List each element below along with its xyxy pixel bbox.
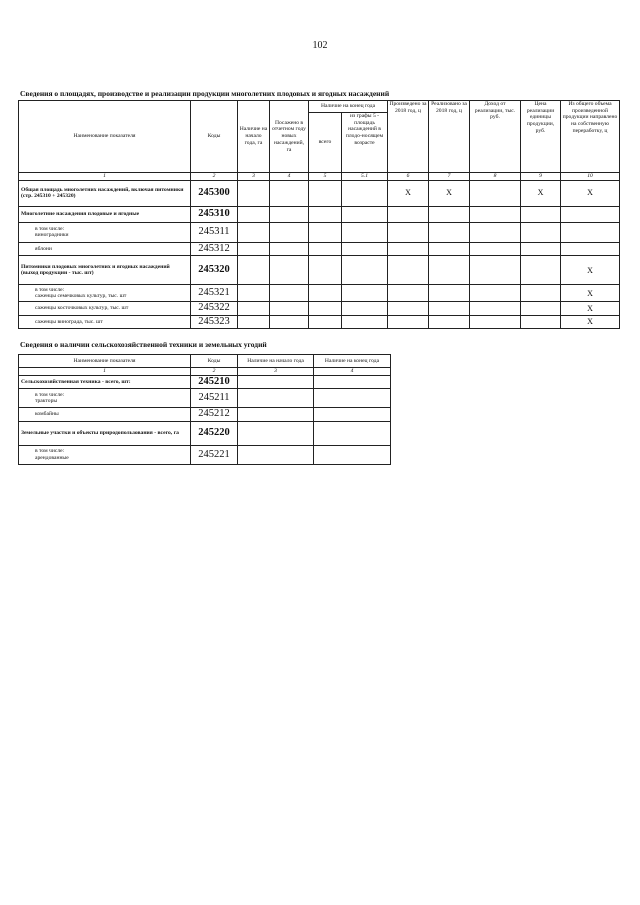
- cell[interactable]: [561, 206, 620, 222]
- cell[interactable]: [521, 242, 561, 256]
- cell[interactable]: [270, 222, 309, 242]
- cell[interactable]: [521, 222, 561, 242]
- cell[interactable]: [238, 222, 270, 242]
- row-name-main: виноградники: [35, 232, 69, 239]
- cell[interactable]: [470, 222, 521, 242]
- cell[interactable]: [470, 242, 521, 256]
- table-row: [19, 389, 391, 408]
- cell[interactable]: [238, 315, 270, 329]
- header-codes: Коды: [191, 355, 238, 368]
- cell[interactable]: [270, 256, 309, 285]
- row-code: 245311: [191, 222, 238, 242]
- x-mark: X: [561, 315, 620, 329]
- x-mark: X: [388, 180, 429, 206]
- cell[interactable]: [309, 285, 342, 302]
- header-name: Наименование показателя: [19, 355, 191, 368]
- row-name-prefix: в том числе:: [35, 391, 65, 398]
- cell[interactable]: [238, 389, 314, 408]
- cell[interactable]: [429, 315, 470, 329]
- cell[interactable]: [238, 206, 270, 222]
- cell[interactable]: [270, 302, 309, 316]
- row-code: 245312: [191, 242, 238, 256]
- row-name: [19, 285, 191, 302]
- table-row: [19, 408, 391, 422]
- cell[interactable]: [238, 421, 314, 445]
- cell[interactable]: [388, 256, 429, 285]
- cell[interactable]: [388, 302, 429, 316]
- cell[interactable]: [388, 315, 429, 329]
- cell[interactable]: [270, 285, 309, 302]
- col-number: 9: [521, 173, 561, 181]
- row-code: 245310: [191, 206, 238, 222]
- row-name-main: тракторы: [35, 398, 58, 405]
- cell[interactable]: [429, 242, 470, 256]
- col-number: 4: [270, 173, 309, 181]
- col-number: 3: [238, 173, 270, 181]
- x-mark: X: [561, 285, 620, 302]
- row-name-main: Питомники плодовых многолетних и ягодных насаждений: [21, 263, 170, 270]
- table-row: [19, 302, 620, 316]
- cell[interactable]: [314, 389, 391, 408]
- cell[interactable]: [561, 222, 620, 242]
- cell[interactable]: [470, 315, 521, 329]
- section2-title: Сведения о наличии сельскохозяйственной техники и земельных угодий: [20, 340, 267, 349]
- cell[interactable]: [342, 256, 388, 285]
- col-number: 6: [388, 173, 429, 181]
- header-processing: Из общего объема произведенной продукции направлено на собственную переработку, ц: [561, 101, 620, 173]
- cell[interactable]: [521, 256, 561, 285]
- table-row: [19, 180, 620, 206]
- cell[interactable]: [470, 180, 521, 206]
- cell[interactable]: [388, 285, 429, 302]
- table-row: [19, 222, 620, 242]
- cell[interactable]: [521, 206, 561, 222]
- header-fruiting: из графы 5 - площадь насаждений в плодо-носящем возрасте: [342, 113, 388, 173]
- cell[interactable]: [309, 256, 342, 285]
- table-row: [19, 315, 620, 329]
- equipment-table: [18, 354, 391, 465]
- cell[interactable]: [342, 242, 388, 256]
- x-mark: X: [561, 302, 620, 316]
- page-number: 102: [312, 40, 328, 51]
- cell[interactable]: [238, 375, 314, 389]
- header-total: всего: [309, 113, 342, 173]
- x-mark: X: [429, 180, 470, 206]
- cell[interactable]: [238, 302, 270, 316]
- col-number: 5: [309, 173, 342, 181]
- col-number: 7: [429, 173, 470, 181]
- header-planted: Посажено в отчетном году новых насаждений, га: [270, 101, 309, 173]
- cell[interactable]: [238, 256, 270, 285]
- col-number: 2: [191, 368, 238, 376]
- col-number: 5.1: [342, 173, 388, 181]
- row-name-prefix: в том числе:: [35, 225, 65, 232]
- cell[interactable]: [521, 302, 561, 316]
- row-name: Многолетние насаждения плодовые и ягодные: [19, 206, 191, 222]
- row-name: саженцы винограда, тыс. шт: [19, 315, 191, 329]
- cell[interactable]: [342, 285, 388, 302]
- table-row: [19, 242, 620, 256]
- header-start: Наличие на начало года: [238, 355, 314, 368]
- cell[interactable]: [314, 375, 391, 389]
- header-start: Наличие на начало года, га: [238, 101, 270, 173]
- cell[interactable]: [314, 421, 391, 445]
- col-number: 1: [19, 173, 191, 181]
- row-code: 245210: [191, 375, 238, 389]
- row-name: [19, 389, 191, 408]
- cell[interactable]: [342, 180, 388, 206]
- cell[interactable]: [342, 222, 388, 242]
- col-number: 1: [19, 368, 191, 376]
- row-name-main: арендованные: [35, 454, 69, 461]
- row-name: [19, 222, 191, 242]
- header-price: Цена реализации единицы продукции, руб.: [521, 101, 561, 173]
- header-codes: Коды: [191, 101, 238, 173]
- col-number: 3: [238, 368, 314, 376]
- row-name: [19, 445, 191, 464]
- row-code: 245322: [191, 302, 238, 316]
- cell[interactable]: [238, 180, 270, 206]
- cell[interactable]: [388, 222, 429, 242]
- table-row: [19, 285, 620, 302]
- header-name: Наименование показателя: [19, 101, 191, 173]
- col-number: 4: [314, 368, 391, 376]
- cell[interactable]: [309, 302, 342, 316]
- cell[interactable]: [238, 408, 314, 422]
- header-sold: Реализовано за 2018 год, ц: [429, 101, 470, 173]
- cell[interactable]: [270, 206, 309, 222]
- cell[interactable]: [309, 206, 342, 222]
- cell[interactable]: [429, 222, 470, 242]
- row-name-main: саженцы семечковых культур, тыс. шт: [35, 293, 127, 300]
- row-name: Общая площадь многолетних насаждений, включая питомники (стр. 245310 + 245320): [19, 180, 191, 206]
- cell[interactable]: [238, 445, 314, 464]
- row-code: 245212: [191, 408, 238, 422]
- row-code: 245220: [191, 421, 238, 445]
- header-end: Наличие на конец года: [314, 355, 391, 368]
- cell[interactable]: [388, 206, 429, 222]
- cell[interactable]: [561, 242, 620, 256]
- cell[interactable]: [342, 206, 388, 222]
- row-name-prefix: в том числе:: [35, 448, 65, 455]
- row-name: яблони: [19, 242, 191, 256]
- col-number: 2: [191, 173, 238, 181]
- cell[interactable]: [314, 445, 391, 464]
- row-name-unit: (выход продукции - тыс. шт): [21, 270, 94, 277]
- row-code: 245323: [191, 315, 238, 329]
- header-produced: Произведено за 2018 год, ц: [388, 101, 429, 173]
- cell[interactable]: [388, 242, 429, 256]
- section1-title: Сведения о площадях, производстве и реализации продукции многолетних плодовых и ягодных насаждений: [20, 89, 390, 98]
- cell[interactable]: [314, 408, 391, 422]
- cell[interactable]: [309, 222, 342, 242]
- cell[interactable]: [429, 285, 470, 302]
- row-name: Сельскохозяйственная техника - всего, шт:: [19, 375, 191, 389]
- cell[interactable]: [309, 180, 342, 206]
- cell[interactable]: [270, 242, 309, 256]
- row-code: 245321: [191, 285, 238, 302]
- cell[interactable]: [429, 206, 470, 222]
- plantings-table: [18, 100, 620, 329]
- cell[interactable]: [470, 256, 521, 285]
- cell[interactable]: [270, 315, 309, 329]
- row-code: 245320: [191, 256, 238, 285]
- col-number: 10: [561, 173, 620, 181]
- cell[interactable]: [270, 180, 309, 206]
- cell[interactable]: [470, 302, 521, 316]
- row-code: 245211: [191, 389, 238, 408]
- col-number: 8: [470, 173, 521, 181]
- cell[interactable]: [470, 285, 521, 302]
- table-row: [19, 206, 620, 222]
- row-name: [19, 256, 191, 285]
- cell[interactable]: [521, 315, 561, 329]
- cell[interactable]: [238, 285, 270, 302]
- x-mark: X: [561, 256, 620, 285]
- header-income: Доход от реализации, тыс. руб.: [470, 101, 521, 173]
- cell[interactable]: [309, 315, 342, 329]
- row-name-prefix: в том числе:: [35, 286, 65, 293]
- cell[interactable]: [429, 256, 470, 285]
- cell[interactable]: [521, 285, 561, 302]
- cell[interactable]: [429, 302, 470, 316]
- row-code: 245221: [191, 445, 238, 464]
- table-row: [19, 375, 391, 389]
- x-mark: X: [521, 180, 561, 206]
- row-name: Земельные участки и объекты природопользования - всего, га: [19, 421, 191, 445]
- cell[interactable]: [309, 242, 342, 256]
- cell[interactable]: [342, 315, 388, 329]
- table-row: [19, 421, 391, 445]
- cell[interactable]: [238, 242, 270, 256]
- table-row: [19, 256, 620, 285]
- cell[interactable]: [342, 302, 388, 316]
- row-code: 245300: [191, 180, 238, 206]
- row-name: саженцы косточковых культур, тыс. шт: [19, 302, 191, 316]
- table-row: [19, 445, 391, 464]
- x-mark: X: [561, 180, 620, 206]
- header-end-group: Наличие на конец года: [309, 101, 388, 113]
- row-name: комбайны: [19, 408, 191, 422]
- cell[interactable]: [470, 206, 521, 222]
